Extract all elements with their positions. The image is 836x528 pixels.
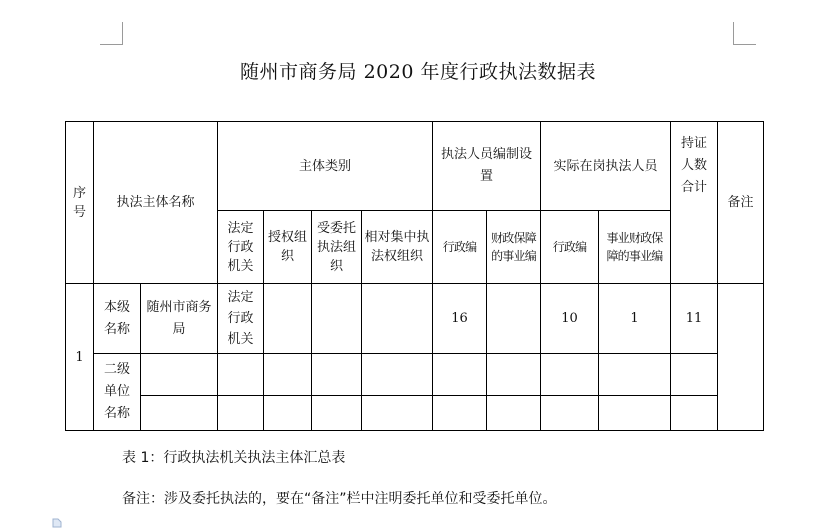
cert-total-value: 11 <box>685 311 703 326</box>
header-seq: 序号 <box>72 185 86 220</box>
header-cat-authorized: 授权组织 <box>267 230 307 264</box>
level1-name: 随州市商务局 <box>146 299 212 337</box>
header-staff-public: 财政保障的事业编 <box>491 231 536 263</box>
header-actual-public: 事业财政保障的事业编 <box>606 231 663 263</box>
actual-admin-value: 10 <box>561 311 578 326</box>
header-staff-admin: 行政编 <box>442 240 477 254</box>
level1-category: 法定行政机关 <box>227 290 254 347</box>
header-cat-centralized: 相对集中执法权组织 <box>364 230 430 264</box>
level1-label: 本级名称 <box>103 299 130 337</box>
page-mark-icon <box>52 518 62 528</box>
header-name: 执法主体名称 <box>116 195 195 210</box>
table-note: 备注：涉及委托执法的，要在“备注”栏中注明委托单位和受委托单位。 <box>122 491 557 507</box>
table-caption: 表 1：行政执法机关执法主体汇总表 <box>122 450 346 466</box>
staffing-admin-value: 16 <box>451 311 468 326</box>
header-actual-admin: 行政编 <box>552 240 587 254</box>
actual-public-value: 1 <box>630 311 639 326</box>
header-remark: 备注 <box>727 195 754 210</box>
header-cert-total: 持证人数合计 <box>680 136 707 195</box>
header-staffing: 执法人员编制设置 <box>440 147 532 184</box>
row-seq: 1 <box>75 349 84 365</box>
level2-label: 二级单位名称 <box>103 362 130 421</box>
header-category: 主体类别 <box>298 158 351 174</box>
document-title: 随州市商务局 2020 年度行政执法数据表 <box>240 61 596 83</box>
header-cat-statutory: 法定行政机关 <box>227 220 254 274</box>
header-cat-entrusted: 受委托执法组织 <box>316 220 356 274</box>
header-actual: 实际在岗执法人员 <box>553 158 658 174</box>
